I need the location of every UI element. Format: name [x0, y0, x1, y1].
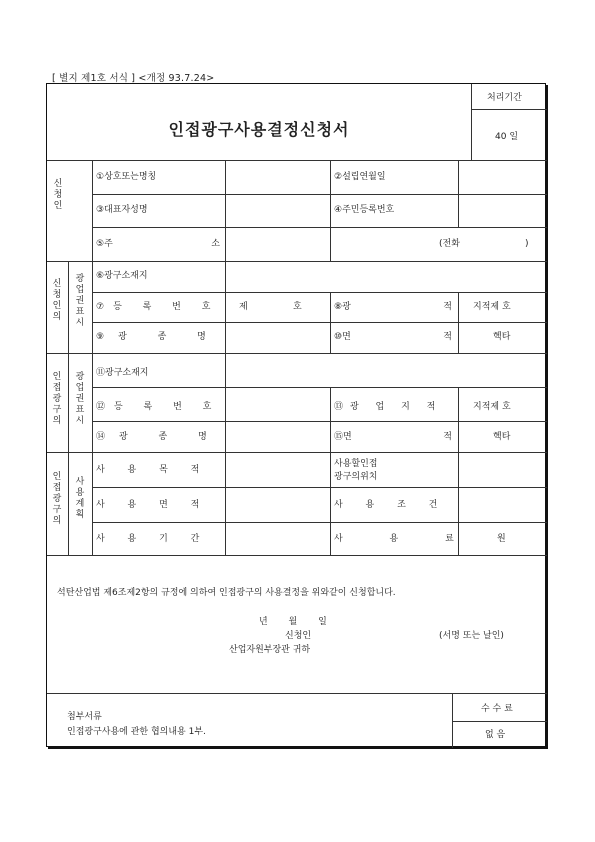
application-form [46, 83, 546, 747]
usage-fee-label: 사 용 료 [334, 534, 476, 544]
mine-type-label: ⑨광 종 명 [96, 332, 220, 342]
usage-location-label-1: 사용할인접 [334, 459, 378, 469]
declaration-text: 석탄산업법 제6조제2항의 규정에 의하여 인접광구의 사용결정을 위와같이 신청합니다. [57, 588, 396, 598]
usage-area-label: 사 용 면 적 [96, 500, 210, 510]
adj-location-label: ⑪광구소재지 [96, 368, 149, 378]
declaration-applicant: 신청인 [285, 631, 312, 641]
phone-close: ) [525, 239, 529, 249]
declaration-date: 년 월 일 [259, 617, 327, 627]
attachments-label: 첨부서류 [67, 712, 102, 722]
usage-outer-label: 인접광구의 [52, 472, 62, 526]
fee-value: 없 음 [485, 730, 506, 740]
mine-reg-suffix: 호 [293, 302, 302, 312]
phone-open: (전화 [439, 239, 460, 249]
mine-surface-label: ⑩면 적 [334, 332, 452, 342]
own-mine-inner-label: 광업권표시 [75, 274, 85, 328]
mine-area-label: ⑧광 적 [334, 302, 452, 312]
adj-area-value: 지적제 호 [473, 402, 511, 412]
form-shadow-bottom [48, 747, 548, 749]
mine-surface-value: 헥타 [493, 332, 511, 342]
mine-location-label: ⑥광구소재지 [96, 271, 148, 281]
processing-label: 처리기간 [487, 93, 522, 103]
declaration-addressee: 산업자원부장관 귀하 [229, 645, 311, 655]
usage-location-label-2: 광구의위치 [334, 472, 378, 482]
processing-value: 40 일 [495, 132, 519, 142]
mine-area-value: 지적제 호 [473, 302, 511, 312]
adj-area-label: ⑬광 업 지 적 [334, 402, 443, 412]
mine-reg-label: ⑦등 록 번 호 [96, 302, 220, 312]
declaration-sign: (서명 또는 날인) [439, 631, 504, 641]
usage-period-label: 사 용 기 간 [96, 534, 210, 544]
usage-fee-unit: 원 [497, 534, 506, 544]
applicant-section-label: 신 청 인 [53, 179, 63, 211]
reg-number-label: ④주민등록번호 [334, 205, 395, 215]
usage-inner-label: 사용계획 [75, 477, 85, 520]
usage-condition-label: 사 용 조 건 [334, 500, 448, 510]
adj-mine-inner-label: 광업권표시 [75, 372, 85, 426]
form-title: 인접광구사용결정신청서 [168, 120, 350, 139]
form-reference: [ 별지 제1호 서식 ] <개정 93.7.24> [52, 73, 215, 84]
adj-surface-label: ⑮면 적 [334, 432, 452, 442]
form-shadow-right [546, 85, 548, 749]
mine-reg-prefix: 제 [239, 302, 248, 312]
address-label: ⑤주 소 [96, 239, 220, 249]
fee-label: 수 수 료 [481, 704, 513, 714]
birth-label: ②설립연월일 [334, 172, 386, 182]
name-label: ①상호또는명칭 [96, 172, 157, 182]
rep-label: ③대표자성명 [96, 205, 148, 215]
attachments-item: 인접광구사용에 관한 협의내용 1부. [67, 727, 206, 737]
adj-reg-label: ⑫등 록 번 호 [96, 402, 221, 412]
adj-type-label: ⑭광 종 명 [96, 432, 221, 442]
usage-purpose-label: 사 용 목 적 [96, 465, 210, 475]
adj-mine-outer-label: 인접광구의 [52, 372, 62, 426]
own-mine-outer-label: 신청인의 [52, 279, 62, 322]
adj-surface-value: 헥타 [493, 432, 511, 442]
